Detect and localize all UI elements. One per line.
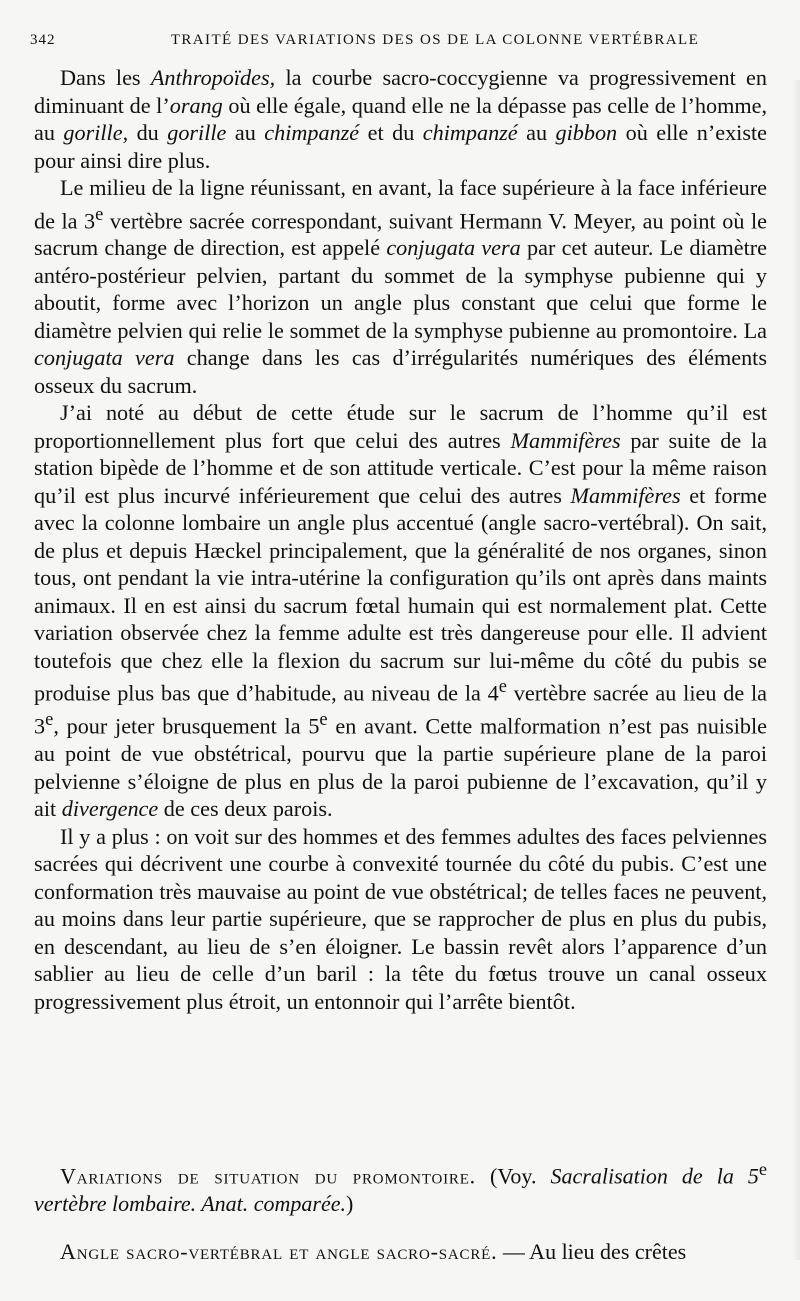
text-run: de ces deux parois. xyxy=(158,796,333,822)
superscript: e xyxy=(95,204,104,225)
italic-term: Anthropoïdes, xyxy=(150,65,276,90)
section-paragraph xyxy=(34,1155,767,1218)
italic-term: gorille xyxy=(167,120,227,145)
italic-term: chimpanzé xyxy=(422,120,518,145)
text-run: du xyxy=(128,120,168,145)
text-run: ) xyxy=(346,1191,354,1217)
superscript: e xyxy=(319,710,328,731)
text-run: où elle égale, quand elle ne la dépasse pas celle de l’homme, au xyxy=(34,92,767,145)
text-run: J’ai noté au début de cette étude sur le sacrum de l’homme qu’il est proportionnellement plus fort que celui des autres xyxy=(34,400,767,453)
page-number: 342 xyxy=(30,32,56,48)
text-run: vertèbre sacrée correspondant, suivant Hermann V. Meyer, au point où le sacrum change de direction, est appelé xyxy=(34,207,767,261)
italic-term: gibbon xyxy=(555,120,618,145)
superscript: e xyxy=(498,677,507,698)
italic-term: chimpanzé xyxy=(264,120,360,145)
text-run: Dans les xyxy=(60,65,151,90)
text-run: , pour jeter brusquement la 5 xyxy=(53,713,320,739)
text-run: au xyxy=(226,120,265,145)
page-header xyxy=(30,32,780,49)
text-run: où elle n’existe pour ainsi dire plus. xyxy=(34,120,767,173)
superscript: e xyxy=(758,1159,768,1179)
text-run: (Voy. xyxy=(475,1163,551,1189)
text-run: la courbe sacro-coccygienne va progressivement en diminuant de l’ xyxy=(34,65,768,118)
paragraph-1 xyxy=(34,64,767,174)
italic-term: vertèbre lombaire. Anat. comparée. xyxy=(34,1191,346,1217)
italic-term: conjugata vera xyxy=(386,235,521,261)
text-run: en avant. Cette malformation n’est pas nuisible au point de vue obstétrical, pourvu que la partie supérieure plane de la paroi pelvienne s’éloigne de plus en plus de la paroi pubienne de l’excavation, qu’il y ait xyxy=(34,713,767,822)
paragraph-4 xyxy=(34,823,767,1016)
text-run: et du xyxy=(359,120,423,145)
text-run: change dans les cas d’irrégularités numériques des éléments osseux du sacrum. xyxy=(34,345,767,398)
running-head: TRAITÉ DES VARIATIONS DES OS DE LA COLONNE VERTÉBRALE xyxy=(170,32,700,48)
italic-term: conjugata vera xyxy=(34,345,175,371)
section-paragraph xyxy=(34,1238,767,1266)
italic-term: orang xyxy=(169,92,223,118)
section-heading: Angle sacro-vertébral et angle sacro-sacré. xyxy=(60,1239,498,1264)
text-run: Il y a plus : on voit sur des hommes et des femmes adultes des faces pelviennes sacrées qui décrivent une courbe à convexité tournée du côté du pubis. C’est une conformation très mauvaise au point de vue obstétrical; de telles faces ne peuvent, au moins dans leur partie supérieure, que se rapprocher de plus en plus du pubis, en descendant, au lieu de s’en éloigner. Le bassin revêt alors l’apparence d’un sablier au lieu de celle d’un baril : la tête du fœtus trouve un canal osseux progressivement plus étroit, un entonnoir qui l’arrête bientôt. xyxy=(34,823,767,1014)
section-heading: Variations de situation du promontoire. xyxy=(60,1163,476,1189)
body-text xyxy=(34,64,767,1015)
paragraph-2 xyxy=(34,174,767,399)
italic-term: divergence xyxy=(61,796,159,822)
text-run: et forme avec la colonne lombaire un angle plus accentué (angle sacro-vertébral). On sait, de plus et depuis Hæckel principalement, que la généralité de nos organes, sinon tous, ont pendant la vie intra-utérine la configuration qu’ils ont après dans maints animaux. Il en est ainsi du sacrum fœtal humain qui est normalement plat. Cette variation observée chez la femme adulte est très dangereuse pour elle. Il advient toutefois que chez elle la flexion du sacrum sur lui-même du côté du pubis se produise plus bas que d’habitude, au niveau de la 4 xyxy=(34,482,767,706)
superscript: e xyxy=(45,710,54,731)
text-run: par suite de la station bipède de l’homme et de son attitude verticale. C’est pour la même raison qu’il est plus incurvé inférieurement que celui des autres xyxy=(34,427,767,508)
text-run: — Au lieu des crêtes xyxy=(497,1239,687,1264)
text-run: par cet auteur. Le diamètre antéro-postérieur pelvien, partant du sommet de la symphyse pubienne qui y aboutit, forme avec l’horizon un angle plus constant que celui que forme le diamètre pelvien qui relie le sommet de la symphyse pubienne au promontoire. La xyxy=(34,235,767,343)
page-edge-shadow xyxy=(792,80,800,1260)
italic-term: gorille, xyxy=(63,120,129,145)
section-angle-sacro-vertebral xyxy=(34,1238,767,1266)
text-run: au xyxy=(517,120,556,145)
italic-term: Sacralisation de la 5 xyxy=(550,1163,759,1189)
section-promontoire xyxy=(34,1155,767,1218)
italic-term: Mammifères xyxy=(510,427,621,453)
paragraph-3 xyxy=(34,399,767,822)
text-run: vertèbre sacrée au lieu de la 3 xyxy=(34,680,767,739)
italic-term: Mammifères xyxy=(570,482,681,508)
text-run: Le milieu de la ligne réunissant, en avant, la face supérieure à la face inférieure de la 3 xyxy=(34,175,767,233)
